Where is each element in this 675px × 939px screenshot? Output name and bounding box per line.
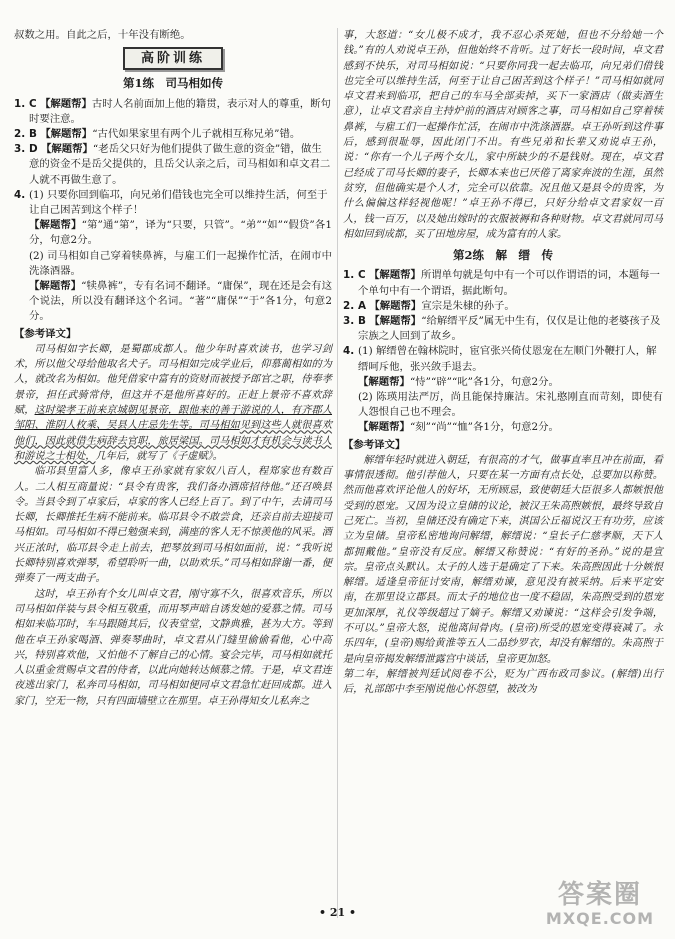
explain-text: “第”通“第”，译为“只要，只管”。“弟”“如”“假贷”各1分，句意2分。 [29, 219, 333, 247]
explain-tag: 【解题帮】 [368, 269, 421, 282]
item-number: 1. [14, 97, 26, 110]
answer-item [343, 299, 663, 314]
section-banner: 高阶训练 [123, 47, 223, 70]
translation-answer-1: (1) 只要你回到临邛，向兄弟们借钱也完全可以维持生活，何至于让自己困苦到这个样子！ [29, 188, 328, 217]
translation-paragraph: 这时，卓王孙有个女儿叫卓文君，刚守寡不久，很喜欢音乐，所以司马相如佯装与县令相互敬重，而用琴声暗自诱发她的爱慕之情。司马相如来临邛时，车马跟随其后，仪表堂堂，文静典雅，甚为大方。等到他在卓王孙家喝酒、弹奏琴曲时，卓文君从门缝里偷偷看他，心中高兴，特别喜欢他，又怕他不了解自己的心情。宴会完毕，司马相如就托人以重金赏赐卓文君的侍者，以此向她转达倾慕之情。于是，卓文君连夜逃出家门，私奔司马相如，司马相如便同卓文君急忙赶回成都。进入家门，空无一物，只有四面墙壁立在那里。卓王孙得知女儿私奔之 [14, 588, 332, 707]
underlined-text: 这时梁孝王前来京城朝见景帝，跟他来的善于游说的人，有齐郡人邹阳、淮阴人枚乘、吴县人庄忌先生等。司马相如 [14, 405, 333, 432]
answer-letter: C [29, 97, 37, 110]
explain-text: 古时人名前面加上他的籍贯，表示对人的尊重，断句时要注意。 [29, 97, 331, 125]
answer-item [14, 188, 332, 218]
translation-paragraph: 司马相如字长卿，是蜀郡成都人。他少年时喜欢读书，也学习剑术，所以他父母给他取名犬子。司马相如完成学业后，仰慕蔺相如的为人，就改名为相如。他凭借家中富有的资财而被授予郎官之职，侍奉孝景帝，担任武骑常侍，但这并不是他所喜好的。正赶上景帝不喜欢辞赋，这时梁孝王前来京城朝见景帝，跟他来的善于游说的人，有齐郡人邹阳、淮阴人枚乘、吴县人庄忌先生等。司马相如见到这些人就很喜欢他们，因此就借生病辞去官职，旅居梁国。司马相如才有机会与读书人和游说之士相处，几年后，就写了《子虚赋》。 [14, 343, 333, 462]
translation-answer-1: (1) 解缙曾在翰林院时，宦官张兴倚仗恩宠在左顺门外鞭打人，解缙呵斥他，张兴敛手退去。 [358, 345, 657, 373]
answer-letter: B [29, 128, 37, 141]
explain-tag: 【解题帮】 [29, 219, 82, 232]
reference-heading: 【参考译文】 [343, 438, 406, 451]
intro-text: 叔数之用。自此之后，十年没有断绝。 [14, 29, 191, 41]
item-number: 3. [14, 143, 26, 156]
explain-tag: 【解题帮】 [39, 97, 92, 110]
watermark-url: MXQE.COM [545, 909, 655, 928]
answer-item [14, 127, 332, 142]
explain-block [14, 279, 332, 325]
answer-item [343, 344, 663, 374]
explain-block [343, 375, 663, 390]
translation-paragraph: 事，大怒道：“女儿极不成才，我不忍心杀死她，但也不分给她一个钱。”有的人劝说卓王孙，但他始终不肯听。过了好长一段时间，卓文君感到不快乐，对司马相如说：“只要你同我一起去临邛，向兄弟们借钱也完全可以维持生活，何至于让自己困苦到这个样子！”司马相如就同卓文君来到临邛，把自己的车马全部卖掉，买下一家酒店（做卖酒生意），让卓文君亲自主持炉前的酒店对顾客之事，司马相如自己穿着犊鼻裤，与雇工们一起操作忙活，在闹市中洗涤酒器。卓王孙听到这件事后，感到很耻辱，因此闭门不出。有些兄弟和长辈又劝说卓王孙，说：“你有一个儿子两个女儿，家中所缺少的不是钱财。现在，卓文君已经成了司马长卿的妻子，长卿本来也已厌倦了离家奔波的生涯，虽然贫穷，但他确实是个人才，完全可以依靠。况且他又是县令的贵客，为什么偏偏这样轻视他呢！”卓王孙不得已，只好分给卓文君家奴一百人，钱一百万，以及她出嫁时的衣服被褥和各种财物。卓文君就同司马相如回到成都，买了田地房屋，成为富有的人家。 [343, 30, 663, 240]
explain-text: “犊鼻裤”，专有名词不翻译。“庸保”，现在还是会有这个说法，所以没有翻译这个名词。“著”“庸保”“于”各1分，句意2分。 [29, 280, 332, 323]
explain-tag: 【解题帮】 [369, 314, 422, 327]
translation-answer-2: (2) 陈瑛用法严厉，尚且能保持廉洁。宋礼憨刚直而苛刻，即使有人怨恨自己也不理会。 [358, 390, 663, 419]
answer-item [343, 314, 663, 344]
column-divider [337, 28, 338, 918]
translation-paragraph: 第二年，解缙被判廷试阅卷不公，贬为广西布政司参议。(解缙)出行后，礼部郎中李至刚说他心怀怨望，被改为 [343, 668, 663, 696]
explain-text: “刻”“尚”“恤”各1分，句意2分。 [409, 421, 559, 434]
page-number: • 21 • [318, 906, 357, 919]
left-column [14, 28, 332, 709]
answer-letter: C [358, 269, 366, 282]
answer-item [343, 268, 663, 298]
answer-item [14, 97, 332, 127]
answer-letter: D [29, 143, 38, 156]
underlined-text: 见到这些人就很喜欢他们，因此就借生病辞去官职，旅居梁国。司马相如才有机会与读书人和游说之士相处， [14, 420, 333, 462]
exercise-title: 第1练 司马相如传 [122, 76, 223, 91]
item-number: 4. [343, 345, 355, 358]
explain-tag: 【解题帮】 [29, 280, 82, 293]
watermark-logo [530, 880, 670, 935]
explain-text: 所谓单句就是句中有一个可以作谓语的词，本题每一个单句中有一个谓语，据此断句。 [358, 269, 660, 297]
answer-item [14, 142, 332, 188]
explain-text: “恃”“辟”“叱”各1分，句意2分。 [409, 375, 559, 388]
banner-wrap [14, 47, 332, 70]
right-column [343, 28, 663, 698]
translation-answer-2: (2) 司马相如自己穿着犊鼻裤，与雇工们一起操作忙活，在闹市中洗涤酒器。 [29, 249, 332, 277]
explain-tag: 【解题帮】 [40, 128, 93, 141]
explain-text: “老岳父只好为他们提供了做生意的资金”错，做生意的资金不是岳父提供的，且岳父认亲之后，司马相如和卓文君二人就不再做生意了。 [29, 143, 331, 186]
explain-tag: 【解题帮】 [358, 375, 410, 388]
item-number: 4. [14, 188, 26, 201]
item-number: 3. [343, 314, 355, 327]
explain-text: 宣宗是朱棣的孙子。 [421, 299, 515, 312]
explain-tag: 【解题帮】 [369, 299, 422, 312]
answer-letter: A [358, 299, 367, 312]
item-number: 2. [343, 299, 355, 312]
explain-block [343, 420, 663, 435]
exercise-title: 第2练 解 缙 传 [452, 248, 553, 263]
answer-letter: B [358, 314, 366, 327]
item-number: 1. [343, 269, 355, 282]
explain-text: “古代如果家里有两个儿子就相互称兄弟”错。 [92, 128, 301, 141]
explain-tag: 【解题帮】 [40, 143, 93, 156]
explain-block [14, 218, 332, 248]
watermark-text: 答案圈 [557, 880, 642, 910]
item-number: 2. [14, 128, 26, 141]
reference-heading: 【参考译文】 [14, 327, 77, 340]
translation-paragraph: 解缙年轻时就进入朝廷，有很高的才气，做事直率且冲在前面，看事情很透彻。他引荐他人，只要在某一方面有点长处，总要加以称赞。然而他喜欢评论他人的好坏，无所顾忌，致使朝廷大臣很多人都嫉恨他受到的恩宠。又因为设立皇储的议论，被汉王朱高煦嫉恨，最终导致自己死亡。当初，皇储还没有确定下来，淇国公丘福说汉王有功劳，应该立为皇储。皇帝私密地询问解缙，解缙说：“皇长子仁慈孝顺，天下人都拥戴他。”皇帝没有反应。解缙又称赞说：“有好的圣孙。”说的是宣宗。皇帝点头默认。太子的人选于是确定了下来。朱高煦因此十分嫉恨解缙。适逢皇帝征讨安南，解缙劝谏，意见没有被采纳。后来平定安南，在那里设立郡县。而太子的地位也一度不稳固，朱高煦受到的恩宠更加深厚，礼仪等级超过了嫡子。解缙又劝谏说：“这样会引发争端，不可以。”皇帝大怒，说他离间骨肉。(皇帝)所受的恩宠变得衰减了。永乐四年，(皇帝)赐给黄淮等五人二品纱罗衣，却没有解缙的。朱高煦于是向皇帝揭发解缙泄露宫中谈话，皇帝更加怒。 [343, 454, 663, 665]
explain-text: “给解缙平反”属无中生有，仅仅是让他的老婆孩子及宗族之人回到了故乡。 [358, 314, 661, 343]
translation-paragraph: 临邛县里富人多，像卓王孙家就有家奴八百人，程郑家也有数百人。二人相互商量说：“县令有贵客，我们备办酒席招待他。”还召唤县令。当县令到了卓家后，卓家的客人已经上百了。到了中午，去请司马长卿，长卿推托生病不能前来。临邛县令不敢尝食，还亲自前去迎接司马相如。司马相如不得已勉强来到，满座的客人无不惊羡他的风采。酒兴正浓时，临邛县令走上前去，把琴放到司马相如面前，说：“我听说长卿特别喜欢弹琴，希望聆听一曲，以助欢乐。”司马相如辞谢一番，便弹奏了一两支曲子。 [14, 466, 332, 585]
explain-tag: 【解题帮】 [358, 421, 410, 434]
